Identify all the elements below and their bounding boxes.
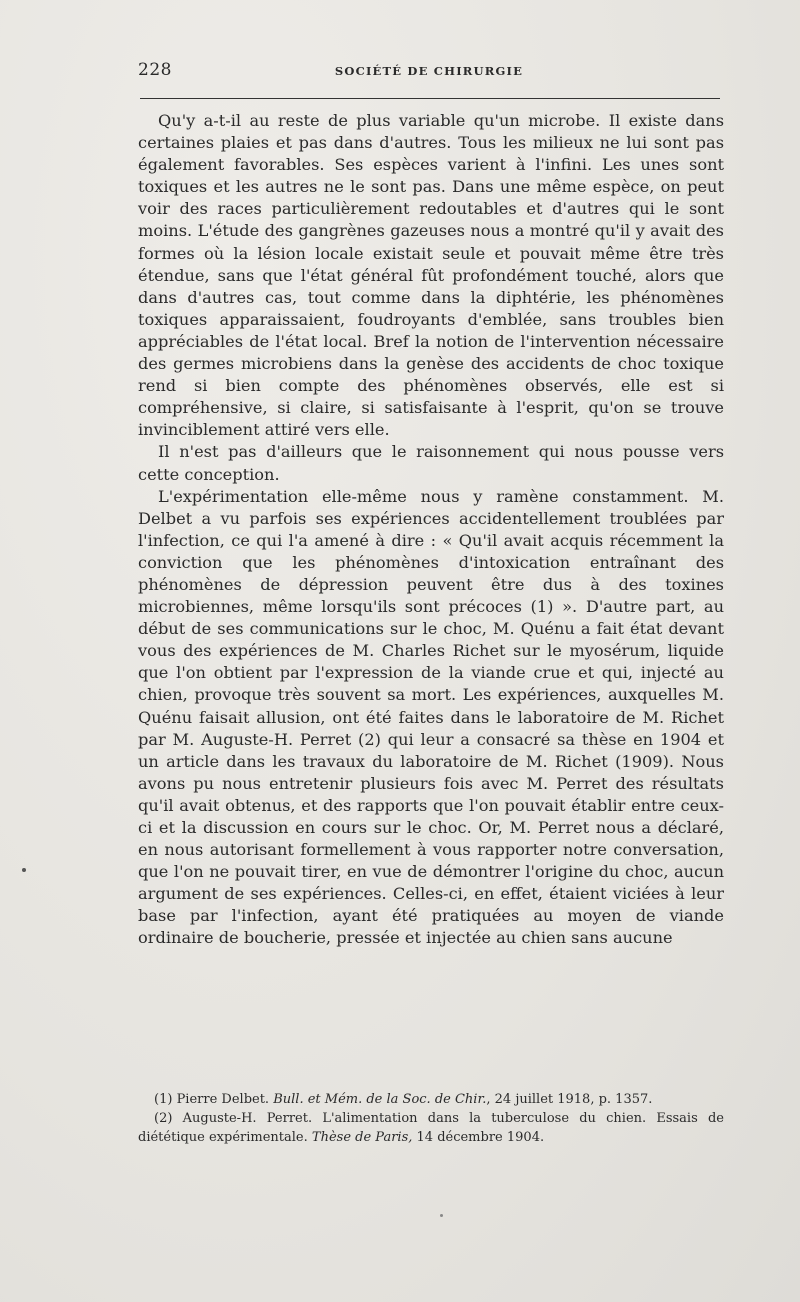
footnote: [138, 1090, 724, 1109]
header-rule: [140, 98, 720, 99]
scan-speck: [440, 1214, 443, 1217]
footnote-mark: (1): [154, 1092, 173, 1107]
page-number: 228: [138, 60, 172, 80]
paragraph: Qu'y a-t-il au reste de plus variable qu'un microbe. Il existe dans certaines plaies et pas dans d'autres. Tous les milieux ne lui sont pas également favorables. Ses espèces varient à l'infini. Les unes sont toxiques et les autres ne le sont pas. Dans une même espèce, on peut voir des races particulièrement redoutables et d'autres qui le sont moins. L'étude des gangrènes gazeuses nous a montré qu'il y avait des formes où la lésion locale existait seule et pouvait même être très étendue, sans que l'état général fût profondément touché, alors que dans d'autres cas, tout comme dans la diphtérie, les phénomènes toxiques apparaissaient, foudroyants d'emblée, sans troubles bien appréciables de l'état local. Bref la notion de l'intervention nécessaire des germes microbiens dans la genèse des accidents de choc toxique rend si bien compte des phénomènes observés, elle est si compréhensive, si claire, si satisfaisante à l'esprit, qu'on se trouve invinciblement attiré vers elle.: [138, 111, 724, 440]
page-header: [138, 58, 720, 84]
footnote-text: L'alimentation dans la tuberculose du chien. Essais de diététique expérimentale.: [138, 1111, 724, 1145]
footnote-title: Thèse de Paris,: [311, 1130, 413, 1145]
footnote-mark: (2): [154, 1111, 173, 1126]
footnote-author: Pierre Delbet.: [176, 1092, 270, 1107]
footnote-author: Auguste-H. Perret.: [182, 1111, 313, 1126]
footnote-rest: 14 décembre 1904.: [412, 1130, 545, 1145]
body-text: [138, 110, 724, 950]
scan-speck: [22, 868, 26, 872]
footnote-title: Bull. et Mém. de la Soc. de Chir.: [273, 1092, 487, 1107]
running-head: SOCIÉTÉ DE CHIRURGIE: [334, 64, 524, 78]
paragraph: Il n'est pas d'ailleurs que le raisonnement qui nous pousse vers cette conception.: [138, 442, 724, 484]
footnote-rest: , 24 juillet 1918, p. 1357.: [486, 1092, 653, 1107]
footnotes: [138, 1090, 724, 1147]
paragraph: L'expérimentation elle-même nous y ramène constamment. M. Delbet a vu parfois ses expériences accidentellement troublées par l'infection, ce qui l'a amené à dire : « Qu'il avait acquis récemment la conviction que les phénomènes d'intoxication entraînant des phénomènes de dépression peuvent être dus à des toxines microbiennes, même lorsqu'ils sont précoces (1) ». D'autre part, au début de ses communications sur le choc, M. Quénu a fait état devant vous des expériences de M. Charles Richet sur le myosérum, liquide que l'on obtient par l'expression de la viande crue et qui, injecté au chien, provoque très souvent sa mort. Les expériences, auxquelles M. Quénu faisait allusion, ont été faites dans le laboratoire de M. Richet par M. Auguste-H. Perret (2) qui leur a consacré sa thèse en 1904 et un article dans les travaux du laboratoire de M. Richet (1909). Nous avons pu nous entretenir plusieurs fois avec M. Perret des résultats qu'il avait obtenus, et des rapports que l'on pouvait établir entre ceux-ci et la discussion en cours sur le choc. Or, M. Perret nous a déclaré, en nous autorisant formellement à vous rapporter notre conversation, que l'on ne pouvait tirer, en vue de démontrer l'origine du choc, aucun argument de ses expériences. Celles-ci, en effet, étaient viciées à leur base par l'infection, ayant été pratiquées au moyen de viande ordinaire de boucherie, pressée et injectée au chien sans aucune: [138, 486, 724, 948]
footnote: [138, 1109, 724, 1147]
